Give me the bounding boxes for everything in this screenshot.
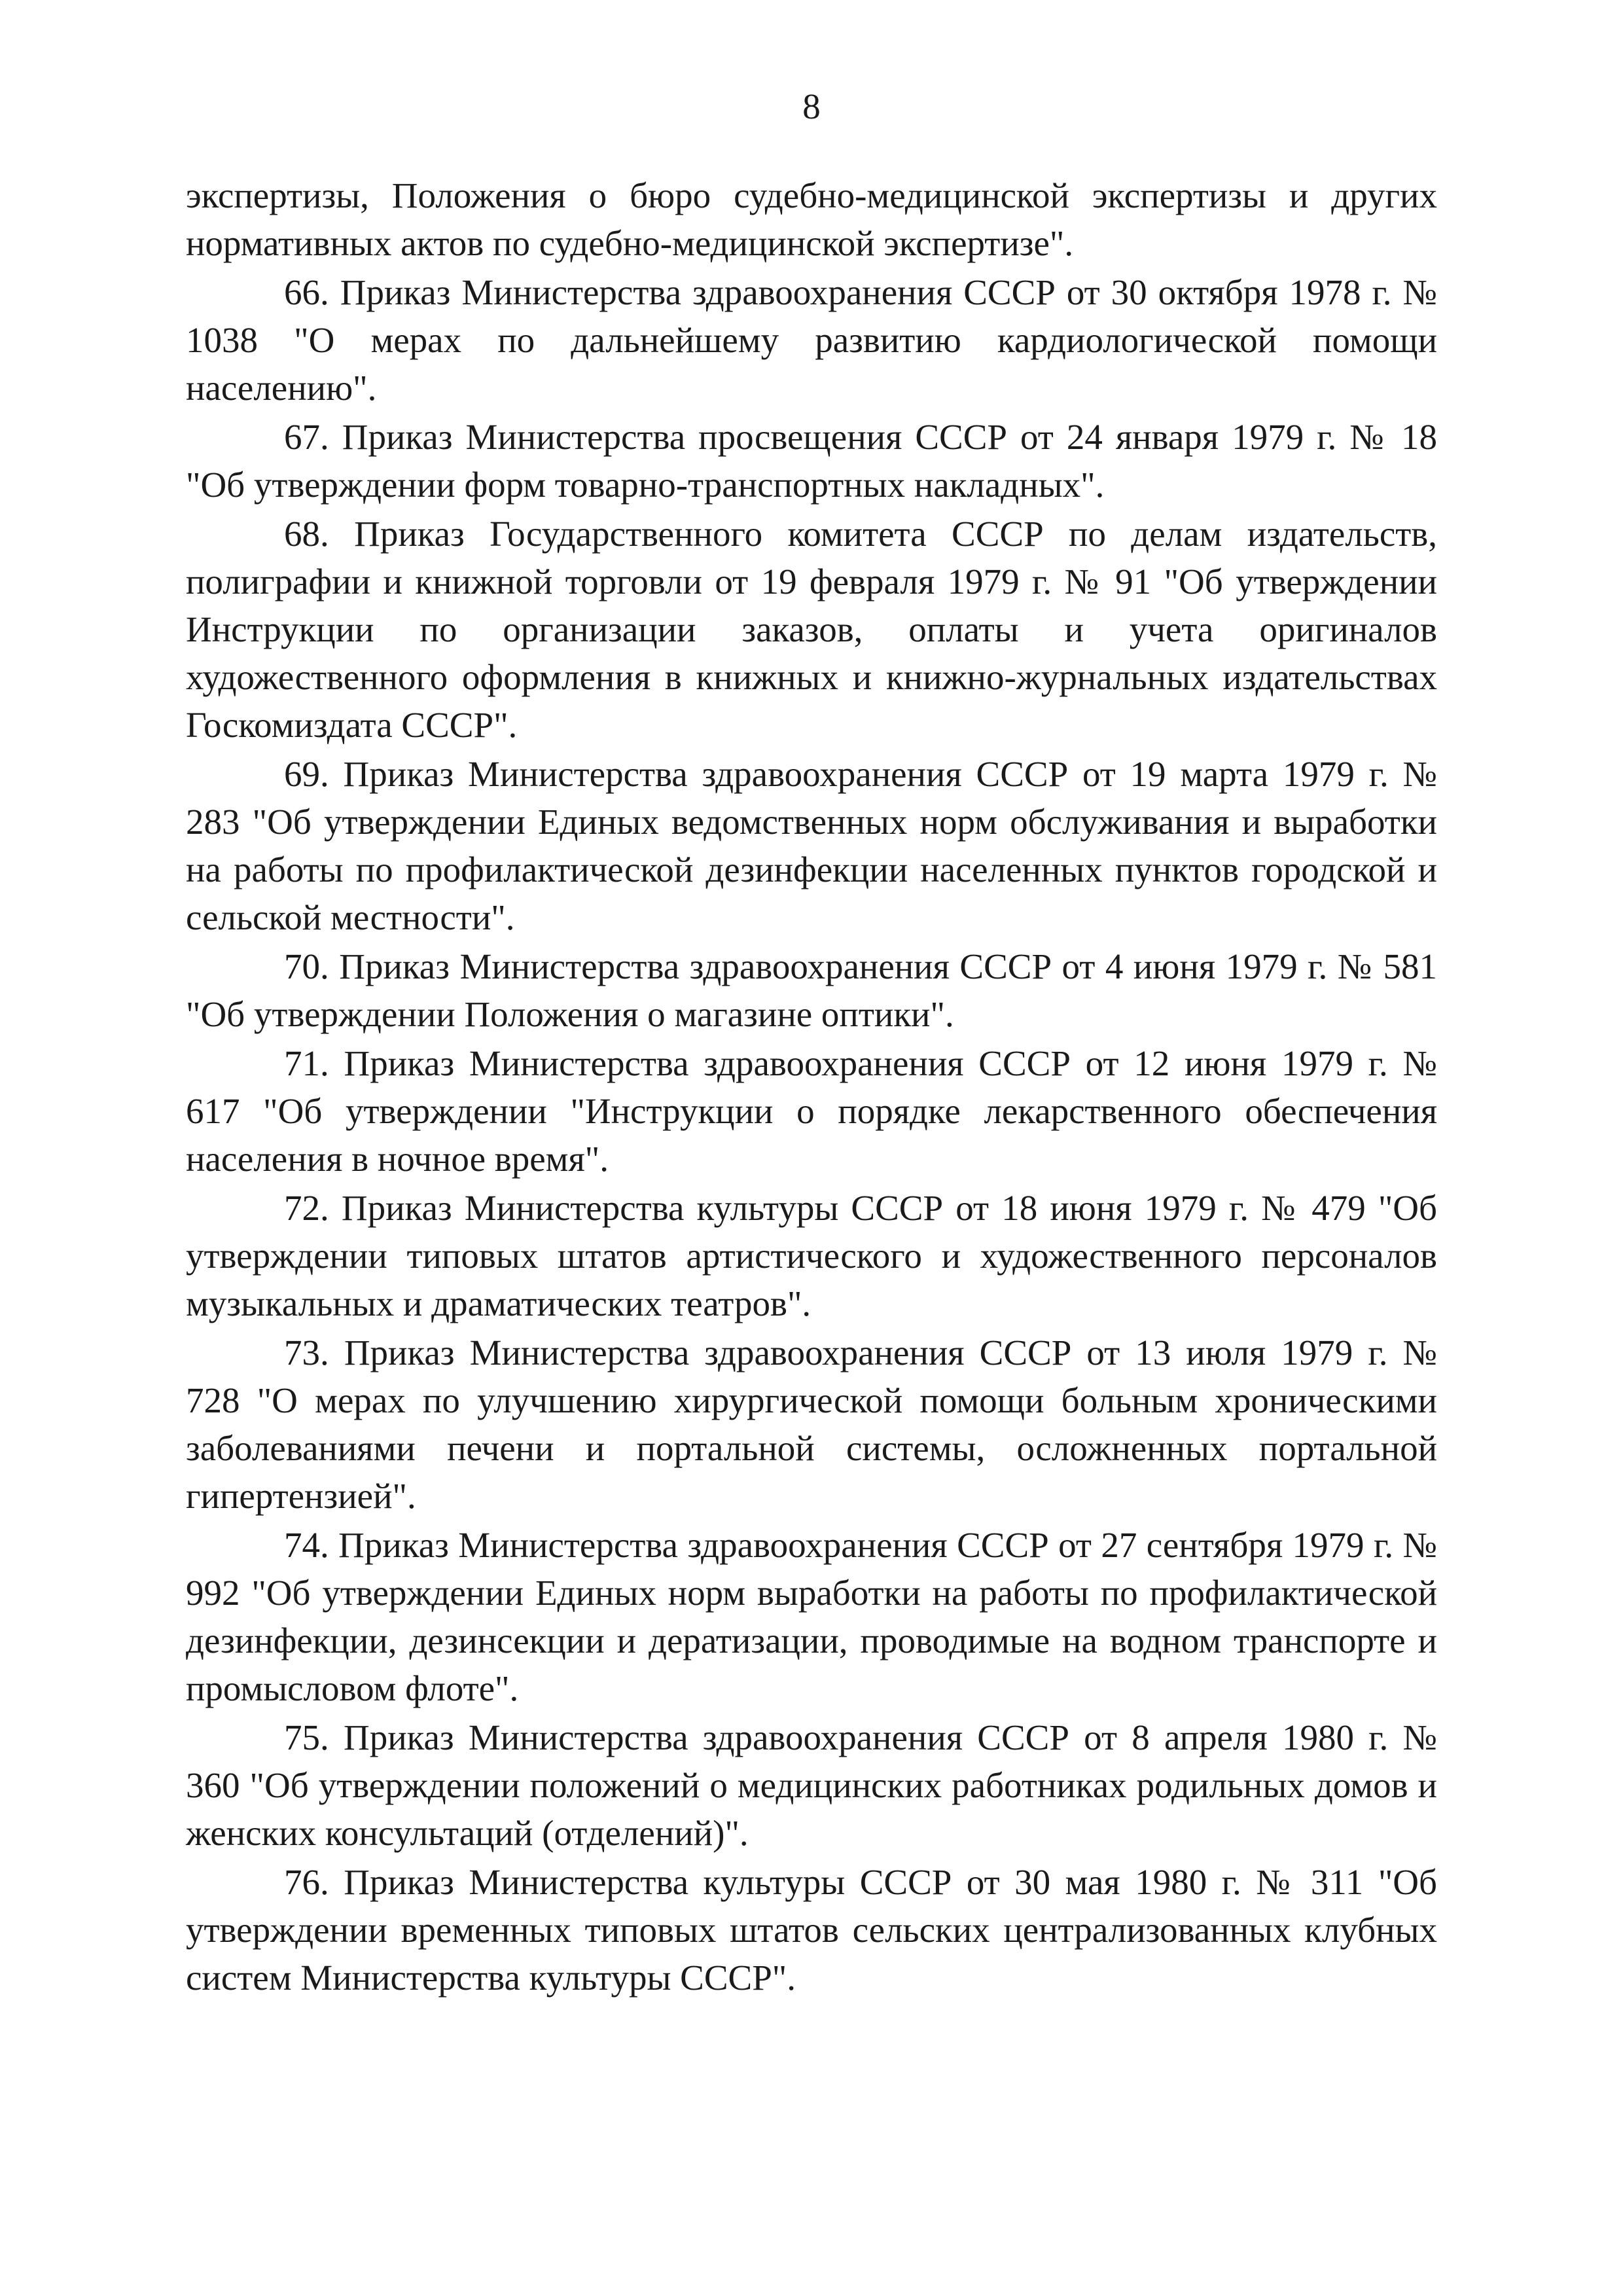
list-item-71: 71. Приказ Министерства здравоохранения СССР от 12 июня 1979 г. № 617 "Об утверждении "Инструкции о порядке лекарственного обеспечения населения в ночное время". xyxy=(186,1043,1437,1179)
list-item-75: 75. Приказ Министерства здравоохранения СССР от 8 апреля 1980 г. № 360 "Об утверждении положений о медицинских работниках родильных домов и женских консультаций (отделений)". xyxy=(186,1717,1437,1853)
page-number: 8 xyxy=(802,86,821,126)
list-item-76: 76. Приказ Министерства культуры СССР от 30 мая 1980 г. № 311 "Об утверждении временных типовых штатов сельских централизованных клубных систем Министерства культуры СССР". xyxy=(186,1862,1437,1998)
list-item-72: 72. Приказ Министерства культуры СССР от 18 июня 1979 г. № 479 "Об утверждении типовых штатов артистического и художественного персоналов музыкальных и драматических театров". xyxy=(186,1188,1437,1323)
list-item-74: 74. Приказ Министерства здравоохранения СССР от 27 сентября 1979 г. № 992 "Об утверждении Единых норм выработки на работы по профилактической дезинфекции, дезинсекции и дератизации, проводимые на водном транспорте и промысловом флоте". xyxy=(186,1525,1437,1708)
list-item-69: 69. Приказ Министерства здравоохранения СССР от 19 марта 1979 г. № 283 "Об утверждении Единых ведомственных норм обслуживания и выработки на работы по профилактической дезинфекции населенных пунктов городской и сельской местности". xyxy=(186,754,1437,937)
paragraph-continuation: экспертизы, Положения о бюро судебно-медицинской экспертизы и других нормативных актов по судебно-медицинской экспертизе". xyxy=(186,175,1437,263)
list-item-66: 66. Приказ Министерства здравоохранения СССР от 30 октября 1978 г. № 1038 "О мерах по дальнейшему развитию кардиологической помощи населению". xyxy=(186,272,1437,408)
list-item-68: 68. Приказ Государственного комитета СССР по делам издательств, полиграфии и книжной торговли от 19 февраля 1979 г. № 91 "Об утверждении Инструкции по организации заказов, оплаты и учета оригиналов художественного оформления в книжных и книжно-журнальных издательствах Госкомиздата СССР". xyxy=(186,514,1437,745)
list-item-73: 73. Приказ Министерства здравоохранения СССР от 13 июля 1979 г. № 728 "О мерах по улучшению хирургической помощи больным хроническими заболеваниями печени и портальной системы, осложненных портальной гипертензией". xyxy=(186,1333,1437,1516)
list-item-67: 67. Приказ Министерства просвещения СССР от 24 января 1979 г. № 18 "Об утверждении форм товарно-транспортных накладных". xyxy=(186,417,1437,505)
list-item-70: 70. Приказ Министерства здравоохранения СССР от 4 июня 1979 г. № 581 "Об утверждении Положения о магазине оптики". xyxy=(186,946,1437,1034)
document-body xyxy=(186,171,1437,2003)
